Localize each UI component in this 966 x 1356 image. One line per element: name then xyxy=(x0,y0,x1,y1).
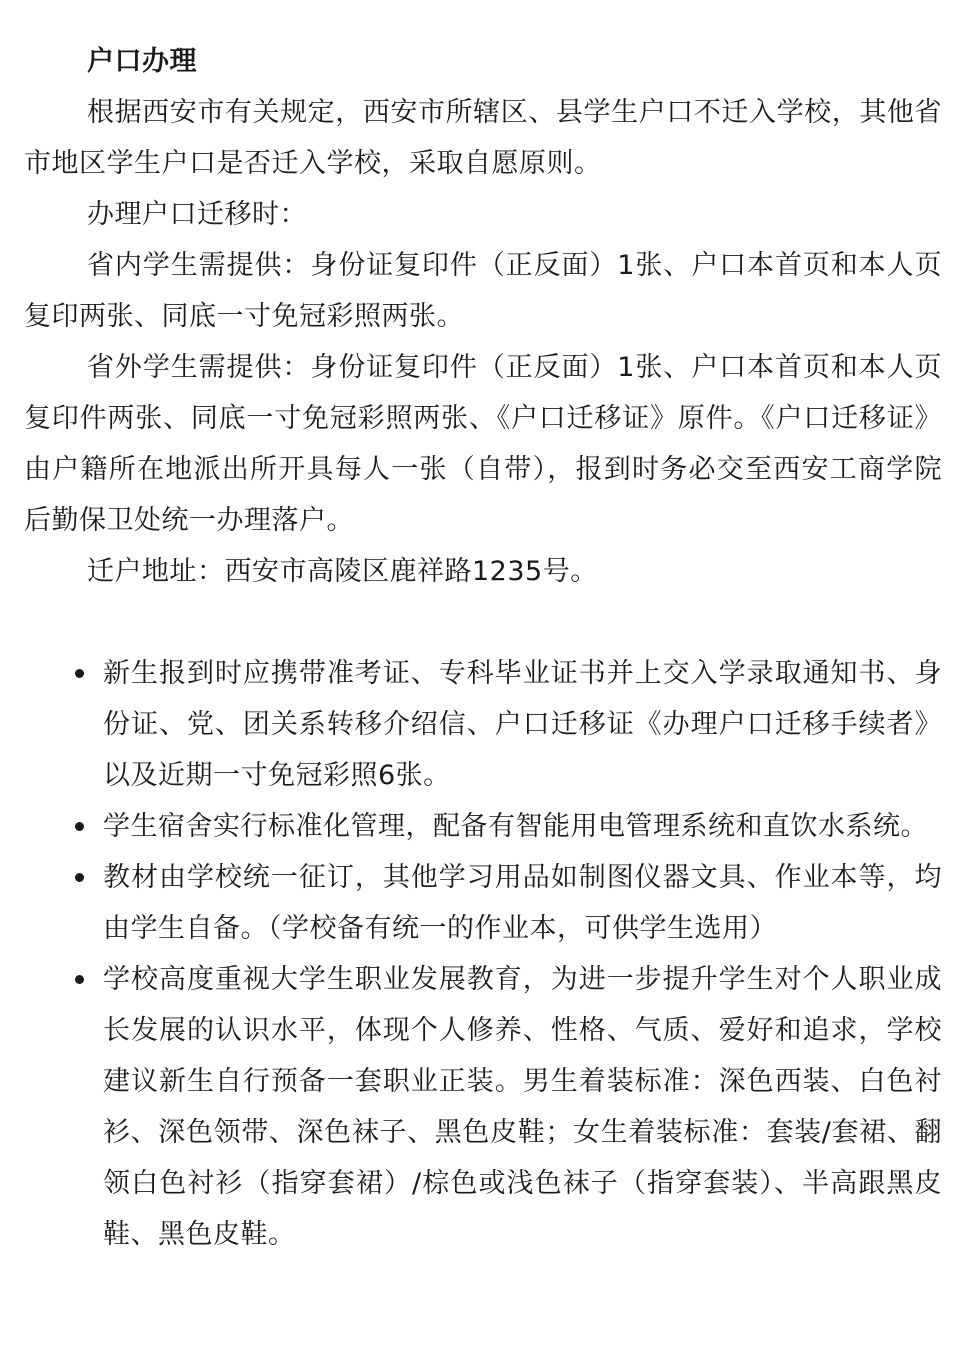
bullet-icon xyxy=(75,873,84,882)
bullet-icon xyxy=(75,822,84,831)
paragraph-transfer-intro: 办理户口迁移时： xyxy=(87,199,307,230)
list-item-text: 教材由学校统一征订，其他学习用品如制图仪器文具、作业本等，均由学生自备。（学校备有统一的作业本，可供学生选用） xyxy=(103,862,942,944)
list-item-text: 学校高度重视大学生职业发展教育，为进一步提升学生对个人职业成长发展的认识水平，体现个人修养、性格、气质、爱好和追求，学校建议新生自行预备一套职业正装。男生着装标准：深色西装、白色衬衫、深色领带、深色袜子、黑色皮鞋；女生着装标准：套装/套裙、翻领白色衬衫（指穿套裙）/棕色或浅色袜子（指穿套装）、半高跟黑皮鞋、黑色皮鞋。 xyxy=(103,964,942,1250)
paragraph-address: 迁户地址：西安市高陵区鹿祥路1235号。 xyxy=(87,556,598,587)
list-item-dress-code xyxy=(24,954,942,1260)
paragraph-out-province: 省外学生需提供：身份证复印件（正反面）1张、户口本首页和本人页复印件两张、同底一寸免冠彩照两张、《户口迁移证》原件。《户口迁移证》由户籍所在地派出所开具每人一张（自带），报到时务必交至西安工商学院后勤保卫处统一办理落户。 xyxy=(24,352,942,536)
list-item-textbooks xyxy=(24,852,942,954)
paragraph-in-province: 省内学生需提供：身份证复印件（正反面）1张、户口本首页和本人页复印两张、同底一寸免冠彩照两张。 xyxy=(24,250,942,332)
list-item-text: 新生报到时应携带准考证、专科毕业证书并上交入学录取通知书、身份证、党、团关系转移介绍信、户口迁移证《办理户口迁移手续者》以及近期一寸免冠彩照6张。 xyxy=(103,658,942,791)
section-spacer xyxy=(24,597,942,648)
notice-list xyxy=(24,648,942,1260)
paragraph-policy: 根据西安市有关规定，西安市所辖区、县学生户口不迁入学校，其他省市地区学生户口是否迁入学校，采取自愿原则。 xyxy=(24,97,942,179)
section-heading: 户口办理 xyxy=(87,46,197,77)
list-item-documents xyxy=(24,648,942,801)
bullet-icon xyxy=(75,975,84,984)
list-item-dormitory xyxy=(24,801,942,852)
list-item-text: 学生宿舍实行标准化管理，配备有智能用电管理系统和直饮水系统。 xyxy=(103,811,928,842)
bullet-icon xyxy=(75,669,84,678)
